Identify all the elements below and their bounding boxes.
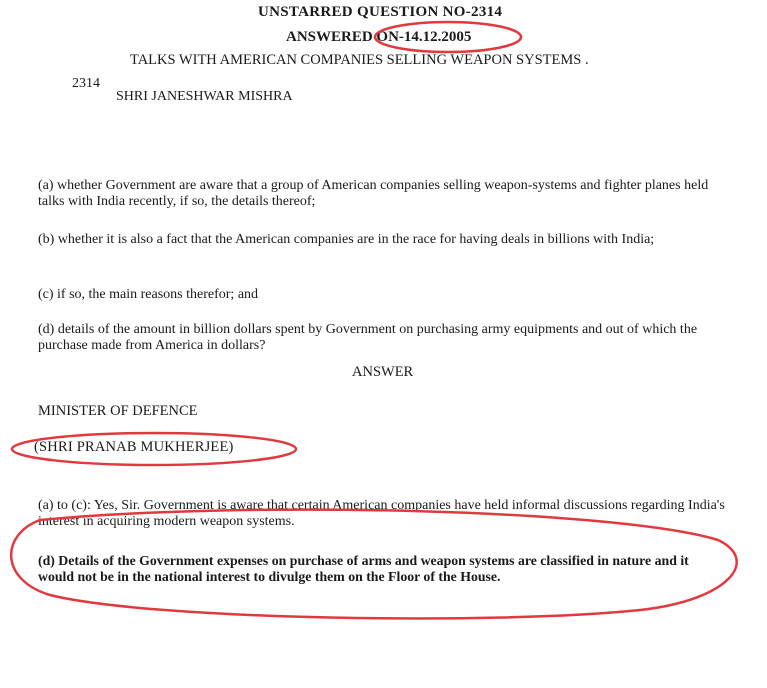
question-part-a: (a) whether Government are aware that a group of American companies selling weapon-systems and fighter planes held talks with India recently, if so, the details thereof; [38, 178, 709, 209]
answered-date: ANSWERED ON-14.12.2005 [286, 29, 472, 45]
answer-part-d: (d) Details of the Government expenses on purchase of arms and weapon systems are classified in nature and it would not be in the national interest to divulge them on the Floor of the House. [38, 553, 689, 584]
member-name: SHRI JANESHWAR MISHRA [116, 89, 293, 104]
minister-name: (SHRI PRANAB MUKHERJEE) [34, 439, 234, 455]
answer-heading: ANSWER [352, 364, 414, 380]
answer-part-a-c: (a) to (c): Yes, Sir. Government is aware that certain American companies have held informal discussions regarding India's interest in acquiring modern weapon systems. [38, 498, 725, 529]
question-part-b: (b) whether it is also a fact that the American companies are in the race for having deals in billions with India; [38, 232, 655, 247]
question-subject: TALKS WITH AMERICAN COMPANIES SELLING WEAPON SYSTEMS . [130, 52, 589, 68]
question-number: 2314 [72, 76, 100, 91]
question-part-c: (c) if so, the main reasons therefor; and [38, 287, 259, 302]
minister-title: MINISTER OF DEFENCE [38, 403, 198, 419]
question-part-d: (d) details of the amount in billion dollars spent by Government on purchasing army equipments and out of which the purchase made from America in dollars? [38, 322, 698, 353]
question-header-title: UNSTARRED QUESTION NO-2314 [258, 4, 503, 20]
